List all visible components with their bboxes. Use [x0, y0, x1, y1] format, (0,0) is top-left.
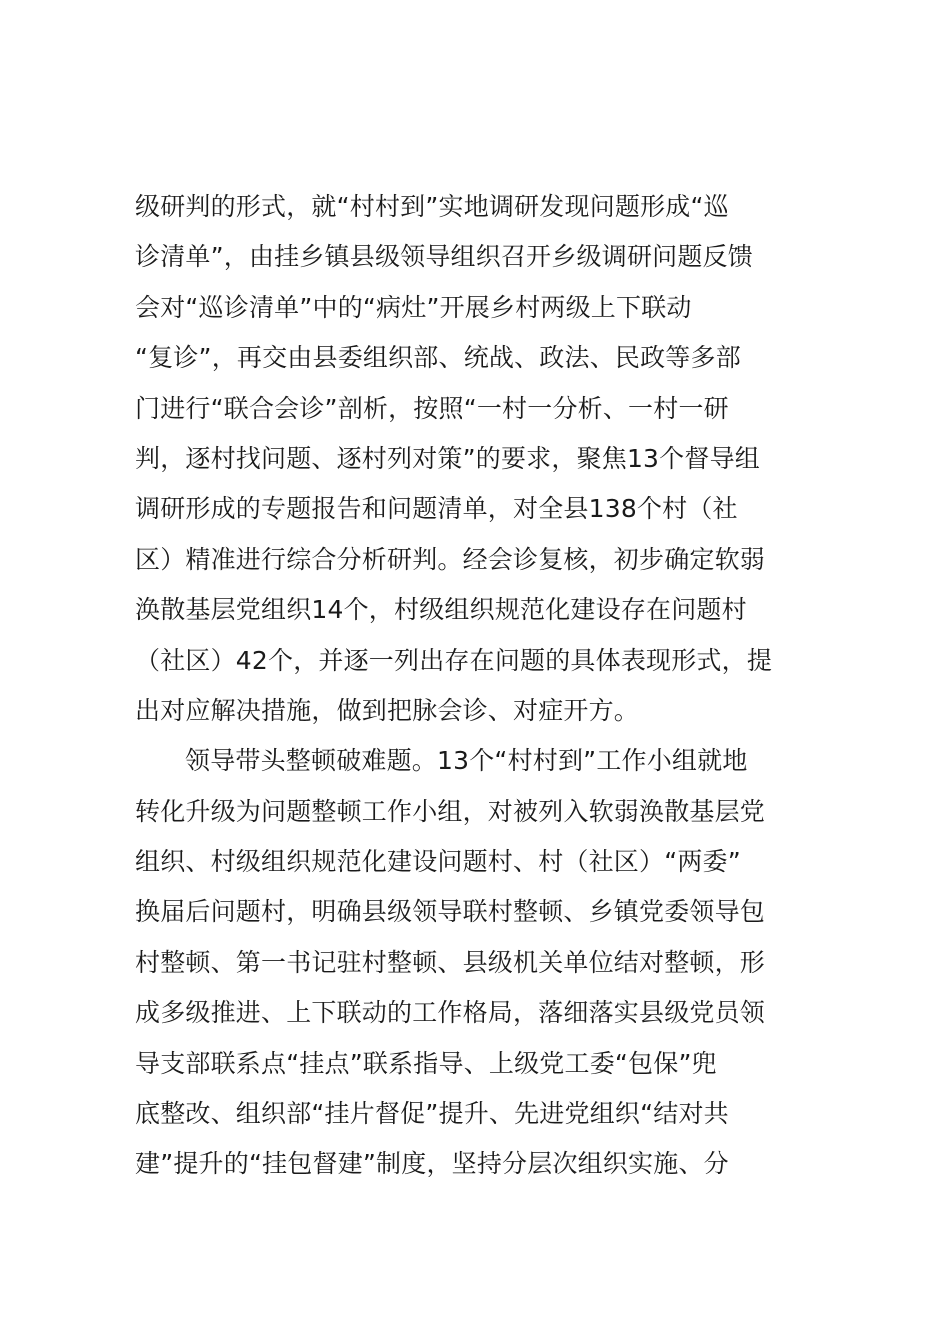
- text-line: “复诊”，再交由县委组织部、统战、政法、民政等多部: [135, 343, 741, 373]
- text-line: 区）精准进行综合分析研判。经会诊复核，初步确定软弱: [135, 544, 766, 574]
- text-line: 调研形成的专题报告和问题清单，对全县138个村（社: [135, 494, 738, 524]
- body-text: [135, 182, 845, 1190]
- text-line: 组织、村级组织规范化建设问题村、村（社区）“两委”: [135, 847, 741, 877]
- text-line: 转化升级为问题整顿工作小组，对被列入软弱涣散基层党: [135, 796, 766, 826]
- text-line: 门进行“联合会诊”剖析，按照“一村一分析、一村一研: [135, 393, 729, 423]
- text-line: 建”提升的“挂包督建”制度，坚持分层次组织实施、分: [135, 1149, 729, 1179]
- text-line: 导支部联系点“挂点”联系指导、上级党工委“包保”兜: [135, 1048, 717, 1078]
- text-line: 底整改、组织部“挂片督促”提升、先进党组织“结对共: [135, 1099, 729, 1129]
- text-line: 村整顿、第一书记驻村整顿、县级机关单位结对整顿，形: [135, 947, 766, 977]
- text-line: 级研判的形式，就“村村到”实地调研发现问题形成“巡: [135, 192, 729, 221]
- text-line: 出对应解决措施，做到把脉会诊、对症开方。: [135, 695, 640, 725]
- text-line: 诊清单”，由挂乡镇县级领导组织召开乡级调研问题反馈: [135, 242, 753, 272]
- text-line: （社区）42个，并逐一列出存在问题的具体表现形式，提: [135, 645, 773, 675]
- text-line: 会对“巡诊清单”中的“病灶”开展乡村两级上下联动: [135, 292, 692, 322]
- paragraph-heading-line: 领导带头整顿破难题。13个“村村到”工作小组就地: [185, 746, 748, 776]
- text-line: 成多级推进、上下联动的工作格局，落细落实县级党员领: [135, 998, 766, 1028]
- text-line: 换届后问题村，明确县级领导联村整顿、乡镇党委领导包: [135, 897, 766, 927]
- text-line: 判，逐村找问题、逐村列对策”的要求，聚焦13个督导组: [135, 443, 760, 473]
- text-line: 涣散基层党组织14个，村级组织规范化建设存在问题村: [135, 595, 747, 625]
